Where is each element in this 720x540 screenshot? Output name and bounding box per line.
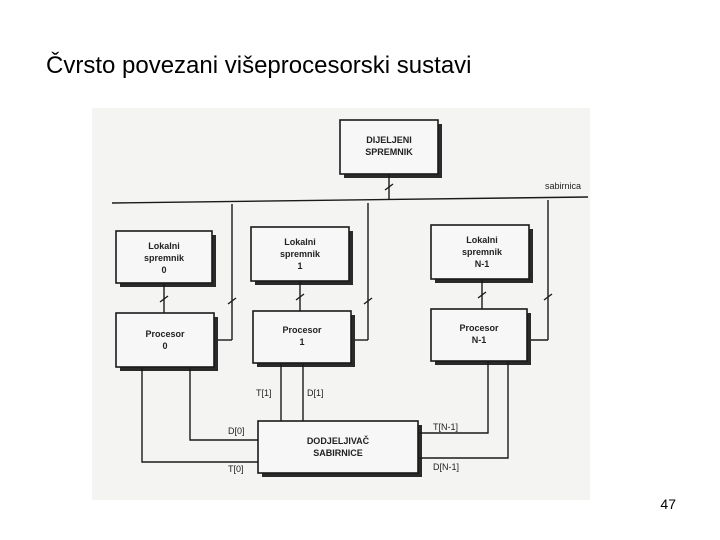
local-memory-n1-box [431, 225, 533, 283]
signal-d0: D[0] [228, 426, 245, 436]
signal-d1: D[1] [307, 388, 324, 398]
slide-title: Čvrsto povezani višeprocesorski sustavi [46, 52, 472, 79]
processor-0-line2: 0 [162, 341, 168, 351]
signal-t1: T[1] [256, 388, 272, 398]
local-memory-0-box [116, 231, 216, 287]
shared-memory-label-line1: DIJELJENI [366, 135, 412, 145]
bus-arbiter-box [258, 421, 422, 477]
wire-d0 [190, 367, 258, 440]
bus-label: sabirnica [545, 181, 582, 191]
processor-n1-box [431, 309, 531, 365]
page-number: 47 [660, 496, 676, 512]
local-memory-1-line2: spremnik [279, 249, 321, 259]
local-memory-n1-line2: spremnik [461, 247, 503, 257]
wire-t0 [142, 367, 258, 462]
bus-arbiter-line1: DODJELJIVAČ [306, 436, 370, 446]
signal-dn1: D[N-1] [433, 462, 460, 472]
processor-0-box [116, 313, 218, 371]
local-memory-1-line1: Lokalni [284, 237, 316, 247]
local-memory-0-line2: spremnik [143, 253, 185, 263]
processor-0-line1: Procesor [145, 329, 185, 339]
local-memory-1-line3: 1 [297, 261, 303, 271]
local-memory-n1-line3: N-1 [474, 259, 490, 269]
processor-1-box [253, 311, 355, 367]
local-memory-0-line1: Lokalni [148, 241, 180, 251]
system-bus-line [112, 197, 588, 203]
local-memory-0-line3: 0 [161, 265, 167, 275]
local-memory-1-box [251, 227, 353, 285]
processor-n1-line2: N-1 [471, 335, 487, 345]
processor-1-line1: Procesor [282, 325, 322, 335]
processor-n1-line1: Procesor [459, 323, 499, 333]
signal-tn1: T[N-1] [433, 422, 459, 432]
bus-arbiter-line2: SABIRNICE [313, 448, 363, 458]
signal-t0: T[0] [228, 464, 244, 474]
processor-1-line2: 1 [299, 337, 305, 347]
wire-dn1 [418, 361, 508, 458]
shared-memory-box [340, 120, 442, 178]
local-memory-n1-line1: Lokalni [466, 235, 498, 245]
shared-memory-label-line2: SPREMNIK [365, 147, 413, 157]
